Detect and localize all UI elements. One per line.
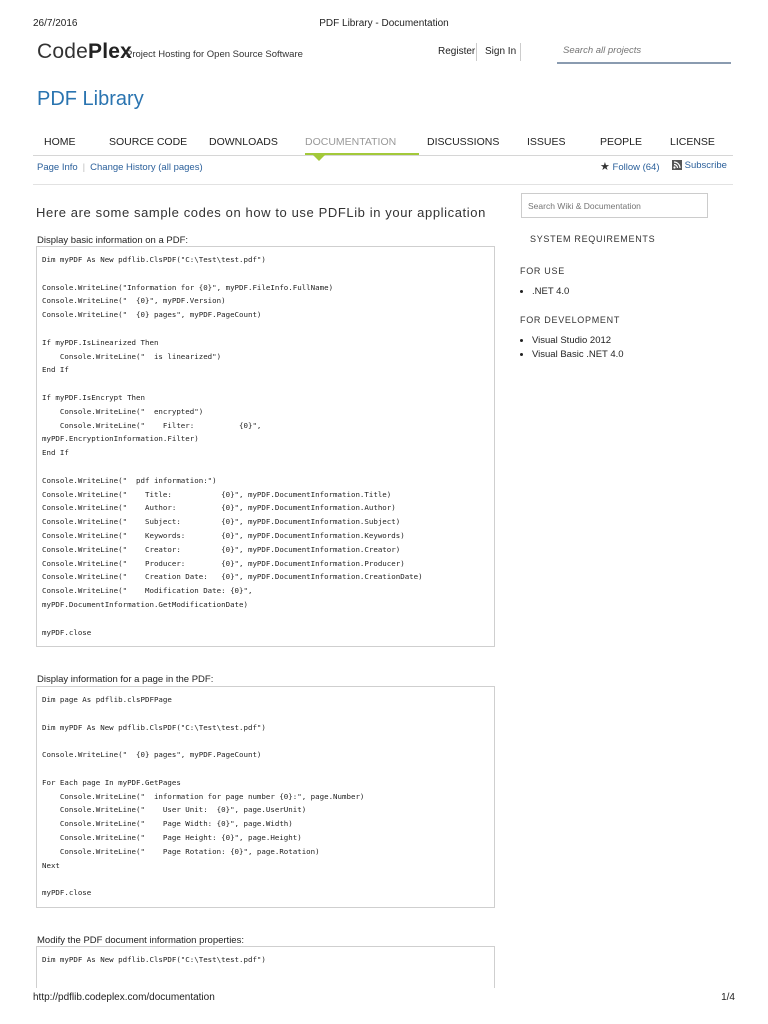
subnav-divider-line <box>33 184 733 185</box>
tab-people[interactable]: PEOPLE <box>600 136 643 148</box>
list-item: • .NET 4.0 <box>532 286 569 297</box>
project-title[interactable]: PDF Library <box>37 88 144 110</box>
tab-discussions[interactable]: DISCUSSIONS <box>427 136 500 148</box>
tab-downloads[interactable]: DOWNLOADS <box>209 136 278 148</box>
list-item: • Visual Studio 2012 <box>532 335 624 346</box>
subnav-divider: | <box>82 162 86 173</box>
register-link[interactable]: Register <box>438 46 476 57</box>
codeplex-logo[interactable] <box>37 40 132 64</box>
follow-button[interactable] <box>600 160 660 173</box>
page-info-link[interactable]: Page Info <box>37 162 78 173</box>
print-title: PDF Library - Documentation <box>319 18 449 29</box>
print-page-number: 1/4 <box>721 992 735 1003</box>
project-nav <box>33 129 733 156</box>
tab-home[interactable]: HOME <box>44 136 76 148</box>
tab-documentation[interactable]: DOCUMENTATION <box>305 136 397 148</box>
change-history-link[interactable]: Change History (all pages) <box>90 162 203 173</box>
header-divider <box>520 43 521 61</box>
section-label: Modify the PDF document information properties: <box>37 935 244 946</box>
code-text: Dim page As pdflib.clsPDFPage Dim myPDF As New pdflib.ClsPDF("C:\Test\test.pdf") Console.WriteLine(" {0} pages", myPDF.PageCount) For Each page In myPDF.GetPages Console.WriteLine(" information for page number {0}:", page.Number) Console.WriteLine(" User Unit: {0}", page.UserUnit) Console.WriteLine(" Page Width: {0}", page.Width) Console.WriteLine(" Page Height: {0}", page.Height) Console.WriteLine(" Page Rotation: {0}", page.Rotation) Next myPDF.close <box>42 695 365 898</box>
for-development-list <box>520 335 624 363</box>
print-url: http://pdflib.codeplex.com/documentation <box>33 992 215 1003</box>
intro-heading: Here are some sample codes on how to use PDFLib in your application <box>36 205 486 220</box>
system-requirements-heading: SYSTEM REQUIREMENTS <box>530 234 656 244</box>
subscribe-label: Subscribe <box>684 160 727 171</box>
section-label: Display information for a page in the PDF: <box>37 674 214 685</box>
tab-issues[interactable]: ISSUES <box>527 136 566 148</box>
search-all-projects-input[interactable] <box>557 38 731 64</box>
active-tab-pointer <box>313 155 325 161</box>
star-icon: ★ <box>600 161 610 173</box>
header-divider <box>476 43 477 61</box>
section-label: Display basic information on a PDF: <box>37 235 189 246</box>
search-wiki-input[interactable] <box>521 193 708 218</box>
follow-label: Follow (64) <box>612 162 660 173</box>
code-text: Dim myPDF As New pdflib.ClsPDF("C:\Test\test.pdf") Console.WriteLine("Information for {0}", myPDF.FileInfo.FullName) Console.WriteLine(" {0}", myPDF.Version) Console.WriteLine(" {0} pages", myPDF.PageCount) If myPDF.IsLinearized Then Console.WriteLine(" is linearized") End If If myPDF.IsEncrypt Then Console.WriteLine(" encrypted") Console.WriteLine(" Filter: {0}", myPDF.EncryptionInformation.Filter) End If Console.WriteLine(" pdf information:") Console.WriteLine(" Title: {0}", myPDF.DocumentInformation.Title) Console.WriteLine(" Author: {0}", myPDF.DocumentInformation.Author) Console.WriteLine(" Subject: {0}", myPDF.DocumentInformation.Subject) Console.WriteLine(" Keywords: {0}", myPDF.DocumentInformation.Keywords) Console.WriteLine(" Creator: {0}", myPDF.DocumentInformation.Creator) Console.WriteLine(" Producer: {0}", myPDF.DocumentInformation.Producer) Console.WriteLine(" Creation Date: {0}", myPDF.DocumentInformation.CreationDate) Console.WriteLine(" Modification Date: {0}", myPDF.DocumentInformation.GetModificationDate) myPDF.close <box>42 255 423 637</box>
code-block <box>36 246 495 647</box>
for-use-list <box>520 286 569 300</box>
print-date: 26/7/2016 <box>33 18 78 29</box>
tab-license[interactable]: LICENSE <box>670 136 715 148</box>
logo-prefix: Code <box>37 40 89 63</box>
rss-icon <box>672 160 682 173</box>
for-development-heading: FOR DEVELOPMENT <box>520 315 621 325</box>
code-block <box>36 686 495 908</box>
site-tagline: Project Hosting for Open Source Software <box>126 49 303 60</box>
logo-bold: Plex <box>88 40 133 63</box>
tab-source-code[interactable]: SOURCE CODE <box>109 136 188 148</box>
for-use-heading: FOR USE <box>520 266 565 276</box>
subscribe-button[interactable] <box>672 160 727 173</box>
code-text: Dim myPDF As New pdflib.ClsPDF("C:\Test\test.pdf") <box>42 955 266 964</box>
sign-in-link[interactable]: Sign In <box>485 46 517 57</box>
code-block <box>36 946 495 988</box>
page-subnav <box>37 162 203 173</box>
list-item: • Visual Basic .NET 4.0 <box>532 349 624 360</box>
